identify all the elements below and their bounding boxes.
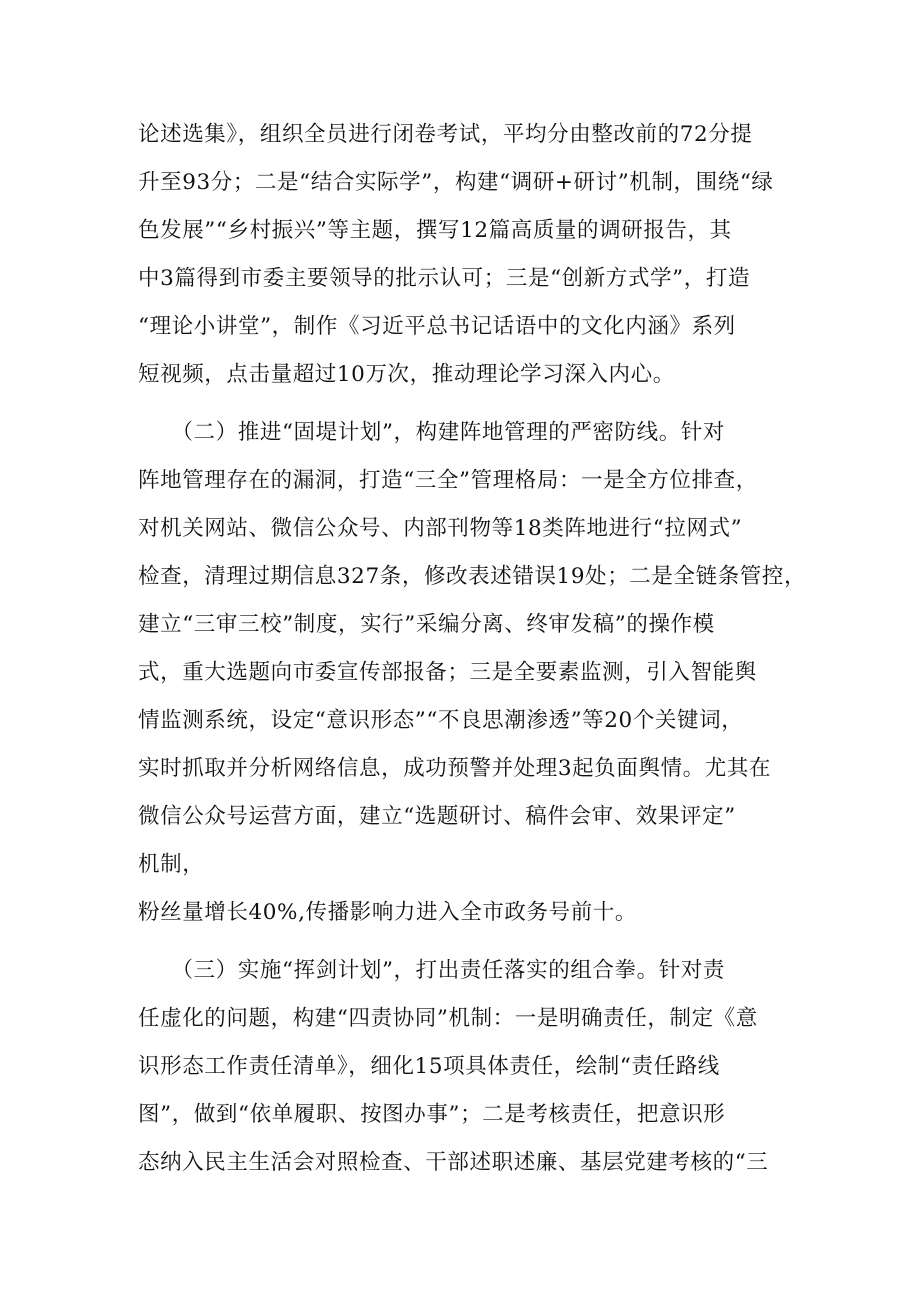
text-line: 态纳入民主生活会对照检查、干部述职述廉、基层党建考核的“三 — [138, 1150, 769, 1175]
document-body — [138, 111, 807, 1187]
text-line: 情监测系统，设定“意识形态”“不良思潮渗透”等20个关键词， — [138, 708, 744, 733]
text-line: 检查，清理过期信息327条，修改表述错误19处；二是全链条管控， — [138, 564, 807, 589]
text-line: 式，重大选题向市委宣传部报备；三是全要素监测，引入智能舆 — [138, 660, 757, 685]
text-line: “理论小讲堂”，制作《习近平总书记话语中的文化内涵》系列 — [138, 314, 736, 339]
text-line: （二）推进“固堤计划”，构建阵地管理的严密防线。针对 — [138, 420, 726, 445]
text-line: 机制， — [138, 852, 205, 877]
text-line: 微信公众号运营方面，建立“选题研讨、稿件会审、效果评定” — [138, 804, 736, 829]
paragraph-3 — [138, 947, 793, 1187]
text-line: 粉丝量增长40%,传播影响力进入全市政务号前十。 — [138, 900, 638, 925]
text-line: 识形态工作责任清单》，细化15项具体责任，绘制“责任路线 — [138, 1054, 720, 1079]
text-line: 短视频，点击量超过10万次，推动理论学习深入内心。 — [138, 362, 675, 387]
text-line: 中3篇得到市委主要领导的批示认可；三是“创新方式学”，打造 — [138, 266, 751, 291]
text-line: 实时抓取并分析网络信息，成功预警并处理3起负面舆情。尤其在 — [138, 756, 772, 781]
text-line: 建立“三审三校”制度，实行”采编分离、终审发稿”的操作模 — [138, 612, 715, 637]
text-line: 论述选集》，组织全员进行闭卷考试，平均分由整改前的72分提 — [138, 122, 753, 147]
text-line: 图”，做到“依单履职、按图办事”；二是考核责任，把意识形 — [138, 1102, 726, 1127]
paragraph-2 — [138, 409, 807, 937]
text-line: （三）实施“挥剑计划”，打出责任落实的组合拳。针对责 — [138, 958, 726, 983]
text-line: 色发展”“乡村振兴”等主题，撰写12篇高质量的调研报告，其 — [138, 218, 732, 243]
paragraph-1 — [138, 111, 793, 399]
text-line: 阵地管理存在的漏洞，打造“三全”管理格局：一是全方位排查， — [138, 468, 758, 493]
text-line: 升至93分；二是“结合实际学”，构建“调研+研讨”机制，围绕“绿 — [138, 170, 774, 195]
text-line: 任虚化的问题，构建“四责协同”机制：一是明确责任，制定《意 — [138, 1006, 758, 1031]
text-line: 对机关网站、微信公众号、内部刊物等18类阵地进行“拉网式” — [138, 516, 743, 541]
